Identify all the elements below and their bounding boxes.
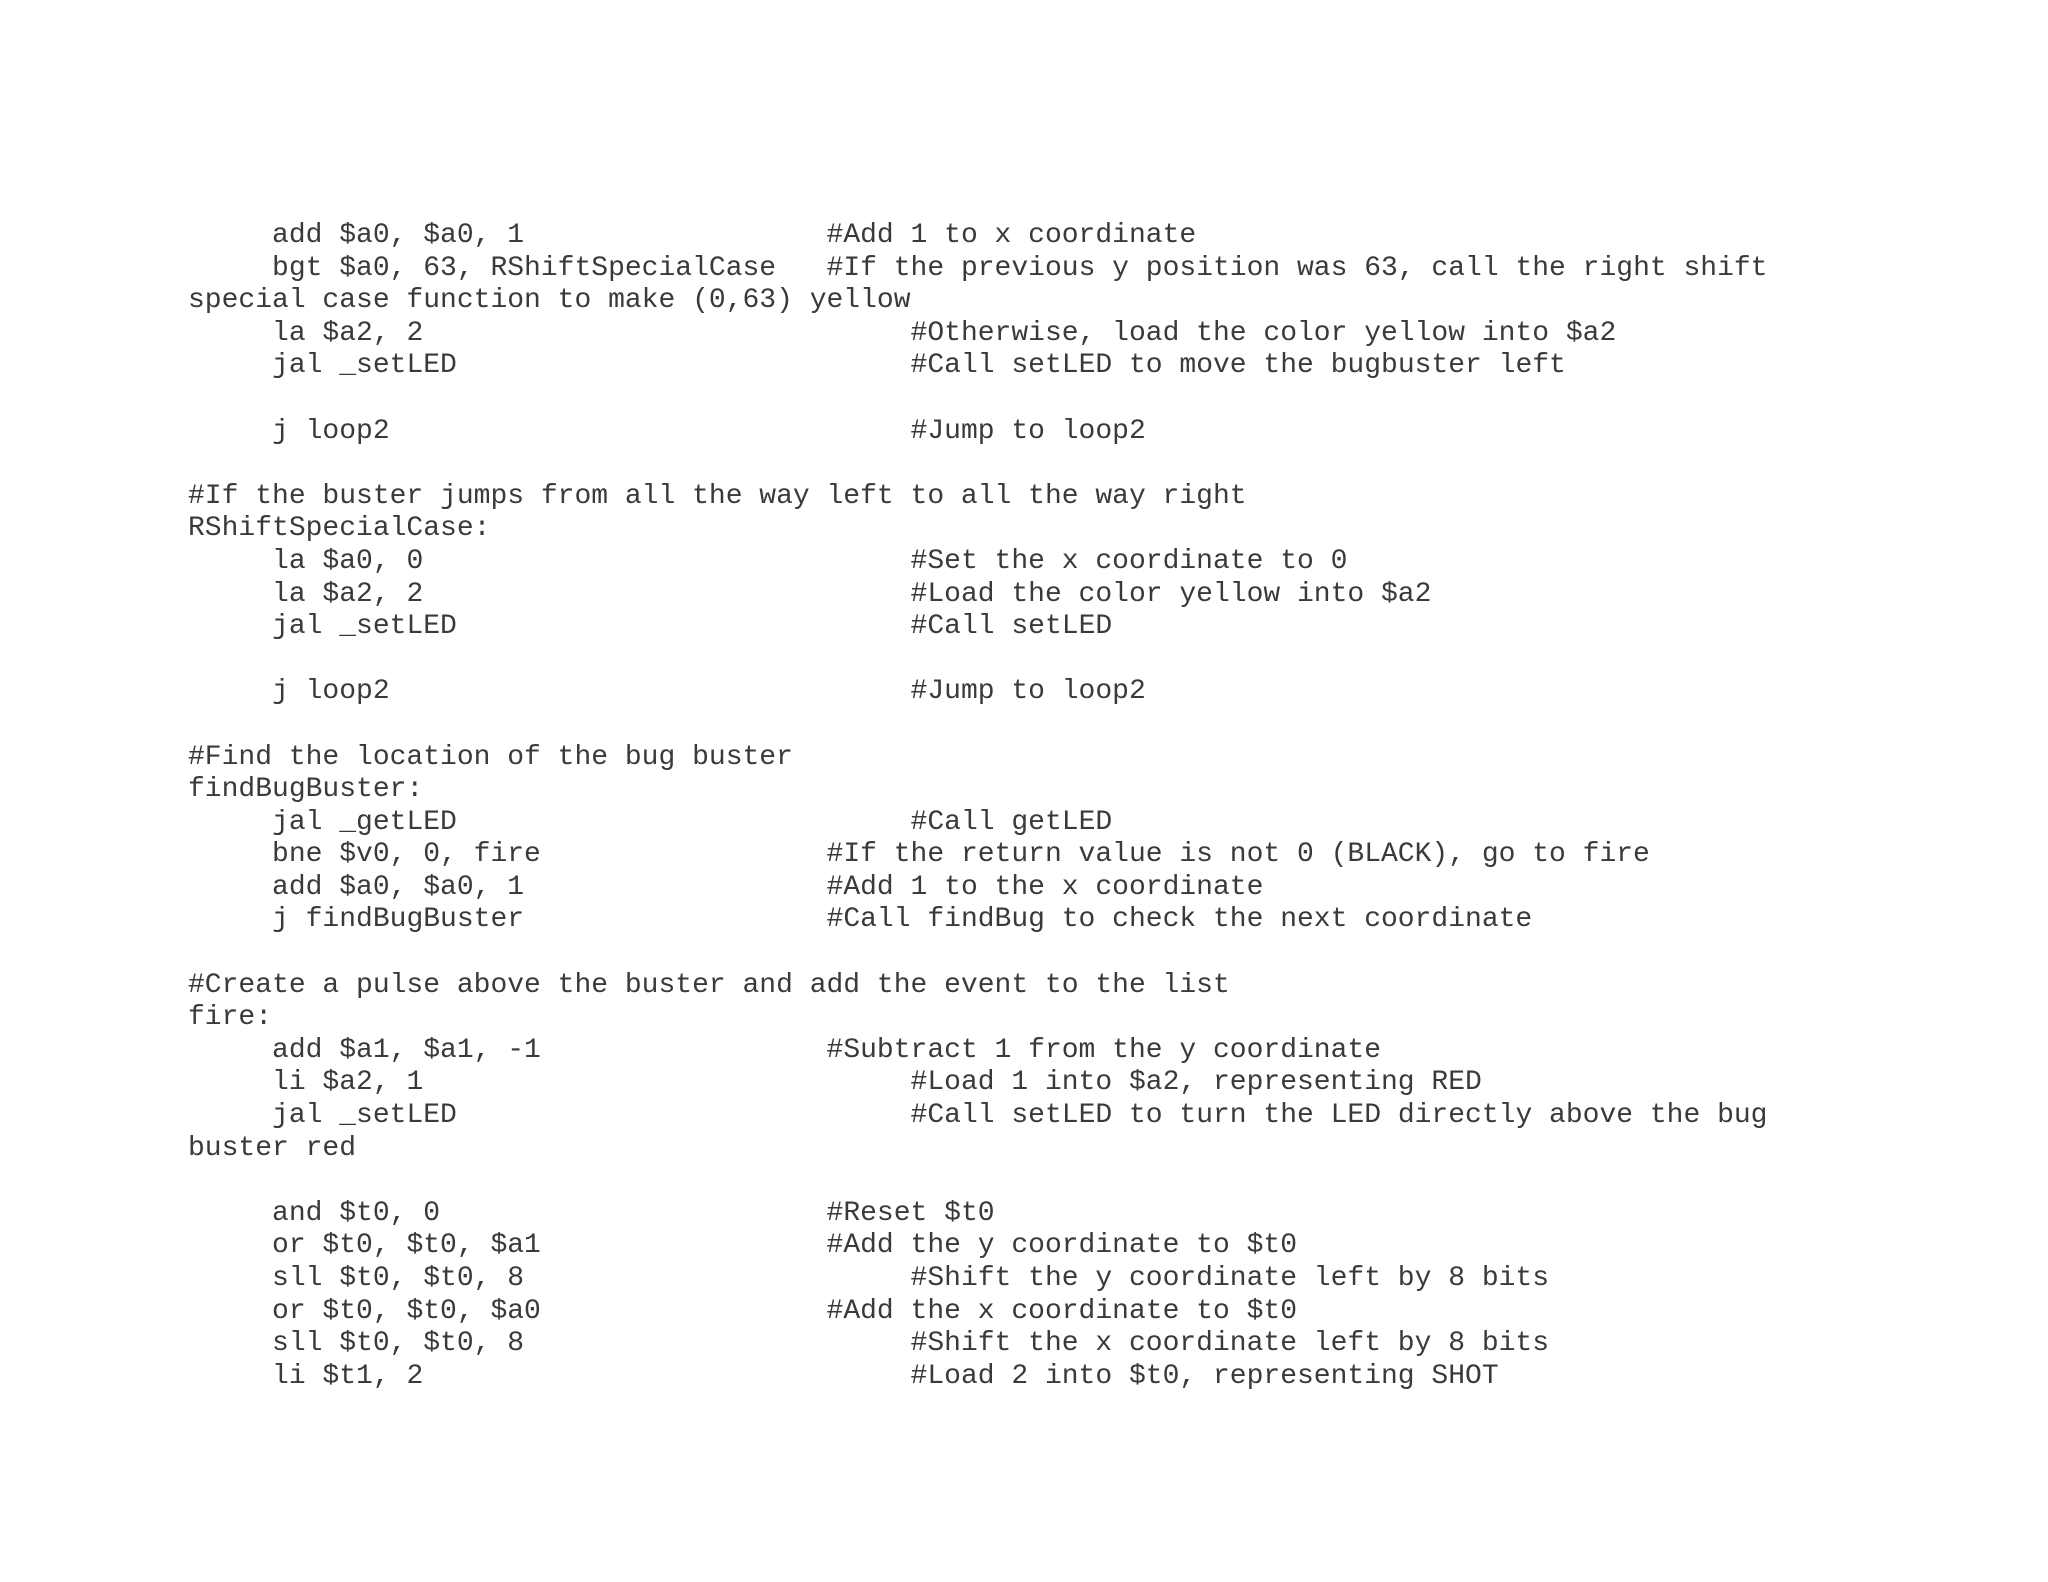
code-indent — [188, 904, 272, 935]
code-line — [188, 285, 1768, 318]
code-padding — [423, 318, 910, 349]
code-indent — [188, 1361, 272, 1392]
code-line — [188, 1067, 1768, 1100]
code-instruction: buster red — [188, 1132, 357, 1164]
code-instruction: bgt $a0, 63, RShiftSpecialCase — [272, 252, 777, 284]
code-line — [188, 872, 1768, 905]
code-instruction: jal _getLED — [272, 806, 457, 838]
code-padding — [390, 676, 911, 707]
code-instruction: and $t0, 0 — [272, 1197, 441, 1229]
code-comment: #Jump to loop2 — [910, 676, 1146, 708]
code-padding — [423, 579, 910, 610]
code-line — [188, 513, 1768, 546]
code-line — [188, 807, 1768, 840]
code-instruction: la $a0, 0 — [272, 545, 424, 577]
code-indent — [188, 1263, 272, 1294]
code-line — [188, 350, 1768, 383]
code-line — [188, 839, 1768, 872]
code-comment: #Add 1 to x coordinate — [826, 220, 1197, 251]
code-padding — [776, 253, 826, 284]
code-line — [188, 1100, 1768, 1133]
code-line — [188, 1133, 1768, 1166]
code-instruction: jal _setLED — [272, 350, 457, 382]
code-padding — [457, 807, 911, 838]
code-listing — [188, 220, 1768, 1393]
code-indent — [188, 1296, 272, 1327]
code-instruction: or $t0, $t0, $a0 — [272, 1295, 541, 1327]
code-indent — [188, 579, 272, 610]
code-instruction: #Create a pulse above the buster and add the event to the list — [188, 969, 1230, 1001]
code-indent — [188, 611, 272, 642]
code-padding — [541, 1230, 827, 1261]
code-indent — [188, 1100, 272, 1131]
code-comment: #If the return value is not 0 (BLACK), go to fire — [826, 839, 1650, 871]
code-padding — [423, 1361, 910, 1392]
code-indent — [188, 220, 272, 251]
code-comment: #Jump to loop2 — [910, 415, 1146, 447]
code-comment: #Shift the y coordinate left by 8 bits — [910, 1263, 1550, 1294]
code-instruction: fire: — [188, 1002, 273, 1034]
code-indent — [188, 1035, 272, 1066]
code-comment: #Load 1 into $a2, representing RED — [910, 1067, 1482, 1099]
code-line — [188, 709, 1768, 742]
code-padding — [457, 611, 911, 642]
code-instruction: j loop2 — [272, 415, 390, 447]
code-padding — [457, 1100, 911, 1131]
code-comment: #Subtract 1 from the y coordinate — [826, 1034, 1382, 1066]
code-comment: #Add 1 to the x coordinate — [826, 871, 1264, 903]
code-line — [188, 1035, 1768, 1068]
code-instruction: special case function to make (0,63) yellow — [188, 285, 911, 317]
code-comment: #Otherwise, load the color yellow into $a2 — [910, 317, 1617, 349]
code-comment: #Add the x coordinate to $t0 — [826, 1295, 1297, 1327]
code-comment: #Add the y coordinate to $t0 — [826, 1230, 1297, 1262]
code-line — [188, 1361, 1768, 1394]
code-line — [188, 1198, 1768, 1231]
code-padding — [524, 872, 826, 903]
code-line — [188, 383, 1768, 416]
code-instruction: la $a2, 2 — [272, 578, 424, 610]
code-padding — [524, 220, 826, 251]
code-instruction: jal _setLED — [272, 611, 457, 643]
code-padding — [390, 416, 911, 447]
code-instruction: findBugBuster: — [188, 774, 424, 806]
code-instruction: #Find the location of the bug buster — [188, 741, 793, 773]
code-instruction: jal _setLED — [272, 1100, 457, 1132]
code-indent — [188, 416, 272, 447]
code-comment: #Shift the x coordinate left by 8 bits — [910, 1328, 1550, 1360]
code-instruction: la $a2, 2 — [272, 317, 424, 349]
code-instruction: li $t1, 2 — [272, 1360, 424, 1392]
code-indent — [188, 546, 272, 577]
code-padding — [541, 1296, 827, 1327]
code-line — [188, 1328, 1768, 1361]
code-comment: #If the previous y position was 63, call the right shift — [826, 252, 1768, 284]
code-padding — [524, 1328, 910, 1359]
code-line — [188, 742, 1768, 775]
code-line — [188, 1230, 1768, 1263]
code-padding — [541, 1035, 827, 1066]
code-line — [188, 644, 1768, 677]
code-line — [188, 1263, 1768, 1296]
code-indent — [188, 1067, 272, 1098]
code-instruction: bne $v0, 0, fire — [272, 839, 541, 871]
code-comment: #Call setLED to move the bugbuster left — [910, 350, 1566, 382]
code-line — [188, 448, 1768, 481]
code-comment: #Load 2 into $t0, representing SHOT — [910, 1360, 1499, 1392]
code-indent — [188, 253, 272, 284]
code-line — [188, 318, 1768, 351]
code-line — [188, 676, 1768, 709]
code-instruction: sll $t0, $t0, 8 — [272, 1263, 525, 1294]
code-comment: #Call setLED to turn the LED directly above the bug — [910, 1100, 1768, 1132]
code-indent — [188, 872, 272, 903]
code-instruction: j findBugBuster — [272, 904, 525, 936]
code-line — [188, 904, 1768, 937]
code-instruction: j loop2 — [272, 676, 390, 708]
code-line — [188, 220, 1768, 253]
code-indent — [188, 1328, 272, 1359]
code-instruction: #If the buster jumps from all the way left to all the way right — [188, 480, 1247, 512]
code-instruction: add $a0, $a0, 1 — [272, 220, 525, 251]
code-line — [188, 937, 1768, 970]
code-comment: #Call getLED — [910, 806, 1113, 838]
code-line — [188, 546, 1768, 579]
code-instruction: or $t0, $t0, $a1 — [272, 1230, 541, 1262]
code-comment: #Load the color yellow into $a2 — [910, 578, 1432, 610]
code-comment: #Call setLED — [910, 611, 1113, 643]
code-padding — [423, 546, 910, 577]
code-indent — [188, 839, 272, 870]
code-line — [188, 1296, 1768, 1329]
code-line — [188, 774, 1768, 807]
code-line — [188, 579, 1768, 612]
code-line — [188, 481, 1768, 514]
code-indent — [188, 1230, 272, 1261]
code-padding — [541, 839, 827, 870]
code-instruction: RShiftSpecialCase: — [188, 513, 491, 545]
code-padding — [524, 1263, 910, 1294]
code-instruction: add $a0, $a0, 1 — [272, 871, 525, 903]
code-line — [188, 1002, 1768, 1035]
code-indent — [188, 1198, 272, 1229]
code-padding — [440, 1198, 826, 1229]
code-comment: #Call findBug to check the next coordinate — [826, 904, 1533, 936]
code-instruction: li $a2, 1 — [272, 1067, 424, 1099]
code-indent — [188, 676, 272, 707]
code-indent — [188, 318, 272, 349]
code-padding — [457, 350, 911, 381]
code-comment: #Reset $t0 — [826, 1197, 995, 1229]
code-padding — [423, 1067, 910, 1098]
code-line — [188, 611, 1768, 644]
code-indent — [188, 350, 272, 381]
code-line — [188, 416, 1768, 449]
code-line — [188, 253, 1768, 286]
code-comment: #Set the x coordinate to 0 — [910, 545, 1348, 577]
code-padding — [524, 904, 826, 935]
code-line — [188, 970, 1768, 1003]
code-instruction: add $a1, $a1, -1 — [272, 1034, 541, 1066]
code-instruction: sll $t0, $t0, 8 — [272, 1328, 525, 1360]
code-line — [188, 1165, 1768, 1198]
code-indent — [188, 807, 272, 838]
